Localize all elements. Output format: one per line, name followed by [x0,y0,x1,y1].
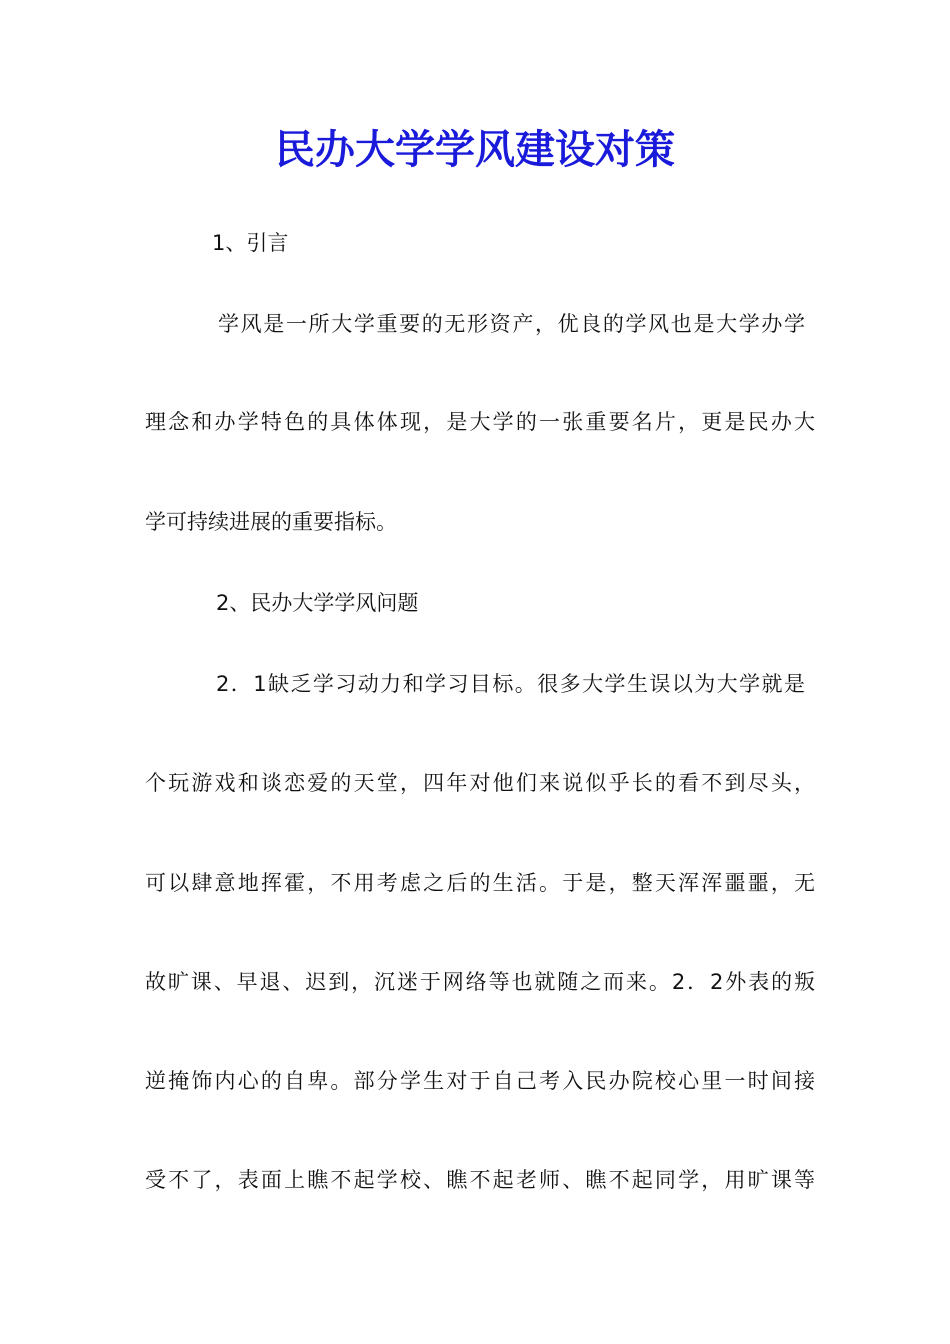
paragraph-line: 学风是一所大学重要的无形资产，优良的学风也是大学办学 [218,312,805,336]
paragraph-line: 学可持续进展的重要指标。 [145,510,397,534]
section-heading-problems: 2、民办大学学风问题 [216,591,419,615]
paragraph-line: 可以肆意地挥霍，不用考虑之后的生活。于是，整天浑浑噩噩，无 [145,871,815,895]
paragraph-line: 故旷课、早退、迟到，沉迷于网络等也就随之而来。2．2外表的叛 [145,970,815,994]
paragraph-line: 受不了，表面上瞧不起学校、瞧不起老师、瞧不起同学，用旷课等 [145,1168,815,1192]
paragraph-line: 2．1缺乏学习动力和学习目标。很多大学生误以为大学就是 [216,672,805,696]
section-heading-intro: 1、引言 [212,231,289,255]
document-title: 民办大学学风建设对策 [275,126,675,173]
paragraph-line: 逆掩饰内心的自卑。部分学生对于自己考入民办院校心里一时间接 [145,1069,815,1093]
paragraph-line: 理念和办学特色的具体体现，是大学的一张重要名片，更是民办大 [145,410,815,434]
paragraph-line: 个玩游戏和谈恋爱的天堂，四年对他们来说似乎长的看不到尽头， [145,771,815,795]
